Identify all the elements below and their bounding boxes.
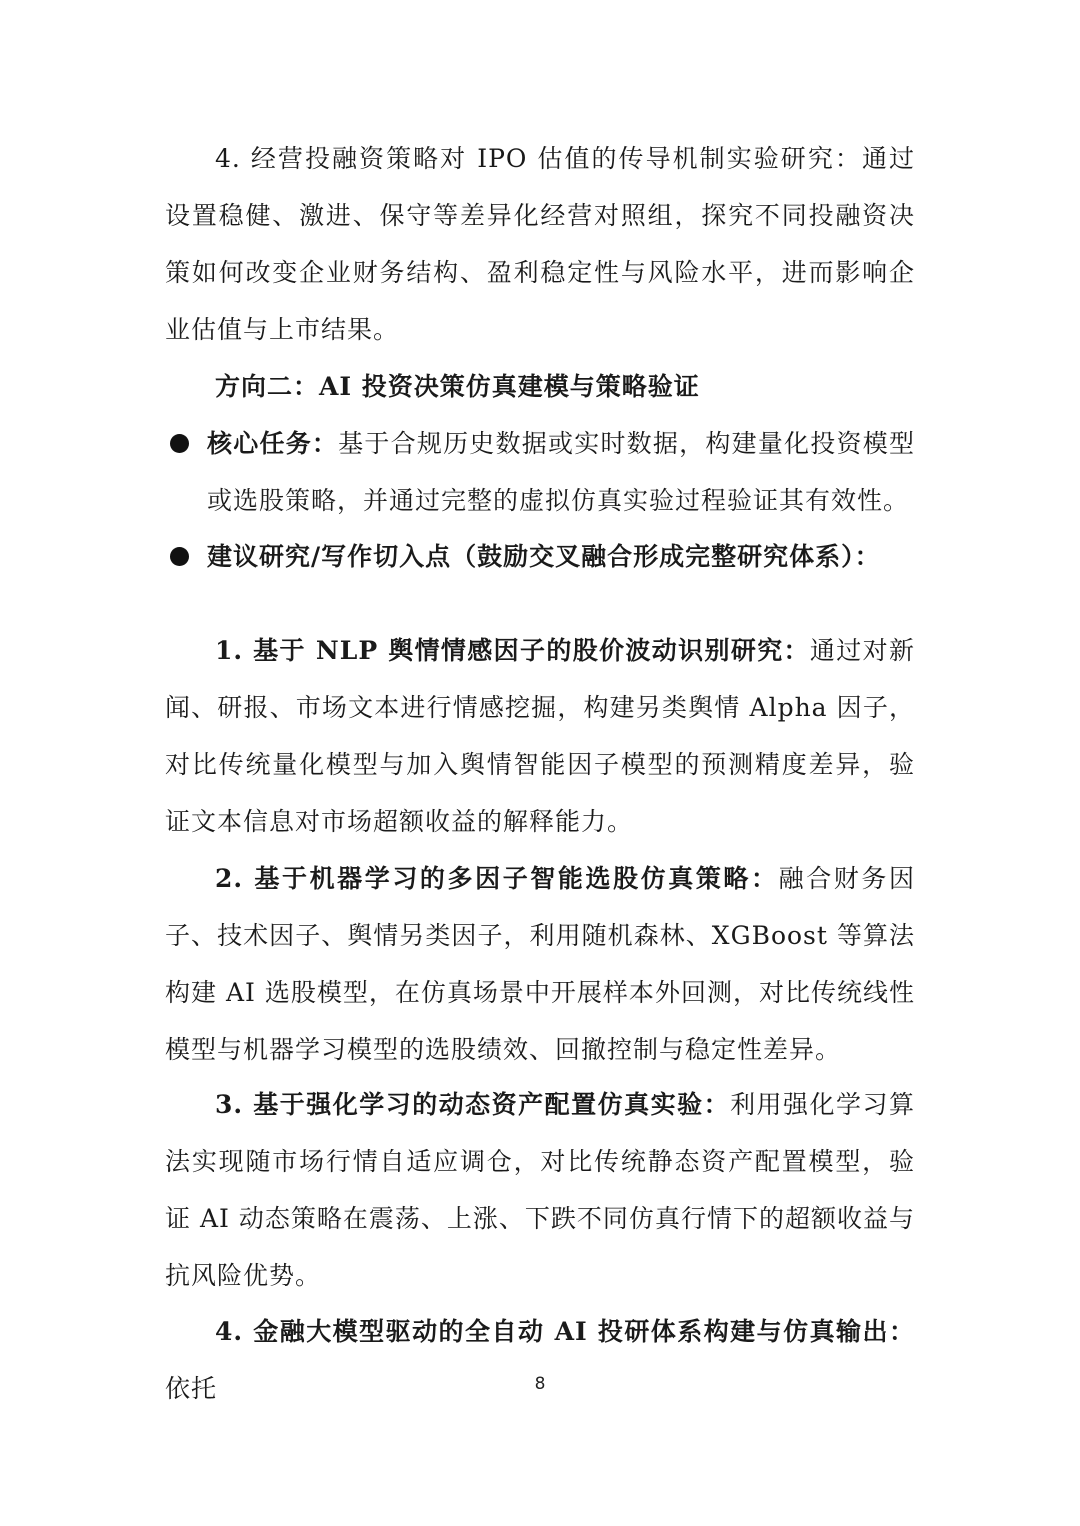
bullet-dot-icon — [170, 434, 189, 453]
page-number: 8 — [534, 1374, 546, 1394]
heading-text: 方向二：AI 投资决策仿真建模与策略验证 — [215, 372, 700, 401]
list-item-text: 通过对新闻、研报、市场文本进行情感挖掘，构建另类舆情 Alpha 因子，对比传统量化模型与加入舆情智能因子模型的预测精度差异，验证文本信息对市场超额收益的解释能力。 — [165, 636, 915, 836]
paragraph-text: 4. 经营投融资策略对 IPO 估值的传导机制实验研究：通过设置稳健、激进、保守等差异化经营对照组，探究不同投融资决策如何改变企业财务结构、盈利稳定性与风险水平，进而影响企业估值与上市结果。 — [165, 144, 915, 344]
list-item-financial-llm — [165, 1303, 915, 1417]
list-item-title: 2. 基于机器学习的多因子智能选股仿真策略： — [215, 864, 779, 893]
paragraph-ipo-valuation — [165, 130, 915, 358]
list-item-nlp-sentiment — [165, 622, 915, 850]
list-item-ml-stock-selection — [165, 850, 915, 1078]
list-item-text: 融合财务因子、技术因子、舆情另类因子，利用随机森林、XGBoost 等算法构建 AI 选股模型，在仿真场景中开展样本外回测，对比传统线性模型与机器学习模型的选股绩效、回撤控制与稳定性差异。 — [165, 864, 915, 1064]
bullet-core-task — [165, 415, 915, 529]
bullet-label: 建议研究/写作切入点（鼓励交叉融合形成完整研究体系）： — [207, 542, 881, 571]
list-item-title: 4. 金融大模型驱动的全自动 AI 投研体系构建与仿真输出： — [215, 1317, 915, 1346]
list-item-rl-asset-allocation — [165, 1076, 915, 1304]
list-item-text: 依托 — [165, 1374, 218, 1403]
list-item-title: 1. 基于 NLP 舆情情感因子的股价波动识别研究： — [215, 636, 810, 665]
bullet-body: 基于合规历史数据或实时数据，构建量化投资模型或选股策略，并通过完整的虚拟仿真实验过程验证其有效性。 — [207, 429, 915, 515]
bullet-text — [165, 415, 915, 529]
section-heading-direction-two — [215, 358, 915, 415]
bullet-dot-icon — [170, 547, 189, 566]
bullet-label: 核心任务： — [207, 429, 339, 458]
list-item-text: 利用强化学习算法实现随市场行情自适应调仓，对比传统静态资产配置模型，验证 AI 动态策略在震荡、上涨、下跌不同仿真行情下的超额收益与抗风险优势。 — [165, 1090, 915, 1290]
list-item-title: 3. 基于强化学习的动态资产配置仿真实验： — [215, 1090, 731, 1119]
bullet-research-entry — [165, 528, 915, 585]
